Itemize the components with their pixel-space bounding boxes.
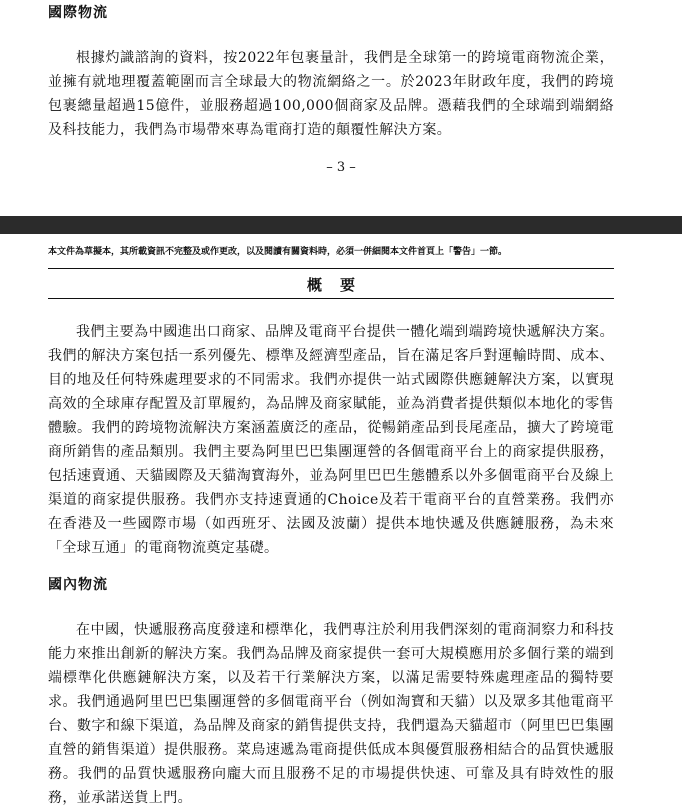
domestic-logistics-paragraph: 在中國，快遞服務高度發達和標準化，我們專注於利用我們深刻的電商洞察力和科技能力來推出創新的解決方案。我們為品牌及商家提供一套可大規模應用於多個行業的端到端標準化供應鏈解決方案，以及若干行業解決方案，以滿足需要特殊處理產品的獨特要求。我們通過阿里巴巴集團運營的多個電商平台（例如淘寶和天貓）以及眾多其他電商平台、數字和線下渠道，為品牌及商家的銷售提供支持，我們還為天貓超市（阿里巴巴集團直營的銷售渠道）提供服務。菜鳥速遞為電商提供低成本與優質服務相結合的品質快遞服務。我們的品質快遞服務向龐大而且服務不足的市場提供快速、可靠及具有時效性的服務，並承諾送貨上門。 <box>48 622 614 806</box>
page-title: 概要 <box>306 276 373 294</box>
section-heading-domestic-logistics: 國內物流 <box>48 577 108 593</box>
page-number: – 3 – <box>326 160 356 175</box>
draft-notice: 本文件為草擬本，其所載資訊不完整及或作更改，以及閱讀有關資料時，必須一併細閱本文件首頁上「警告」一節。 <box>48 247 508 257</box>
intro-paragraph: 我們主要為中國進出口商家、品牌及電商平台提供一體化端到端跨境快遞解決方案。我們的解決方案包括一系列優先、標準及經濟型產品，旨在滿足客戶對運輸時間、成本、目的地及任何特殊處理要求的不同需求。我們亦提供一站式國際供應鏈解決方案，以實現高效的全球庫存配置及訂單履約，為品牌及商家賦能，並為消費者提供類似本地化的零售體驗。我們的跨境物流解決方案涵蓋廣泛的產品，從暢銷產品到長尾產品，擴大了跨境電商所銷售的產品類別。我們主要為阿里巴巴集團運營的各個電商平台上的商家提供服務，包括速賣通、天貓國際及天貓淘寶海外，並為阿里巴巴生態體系以外多個電商平台及線上渠道的商家提供服務。我們亦支持速賣通的Choice及若干電商平台的直營業務。我們亦在香港及一些國際市場（如西班牙、法國及波蘭）提供本地快遞及供應鏈服務，為未來「全球互通」的電商物流奠定基礎。 <box>48 324 614 556</box>
page-separator <box>0 216 682 234</box>
section-heading-international-logistics: 國際物流 <box>48 5 108 21</box>
title-rule-bottom <box>48 298 614 299</box>
title-rule-top <box>48 268 614 269</box>
international-logistics-paragraph: 根據灼識諮詢的資料，按2022年包裹量計，我們是全球第一的跨境電商物流企業，並擁有就地理覆蓋範圍而言全球最大的物流網絡之一。於2023年財政年度，我們的跨境包裹總量超過15億件，並服務超過100,000個商家及品牌。憑藉我們的全球端到端網絡及科技能力，我們為市場帶來專為電商打造的顛覆性解決方案。 <box>48 50 614 138</box>
